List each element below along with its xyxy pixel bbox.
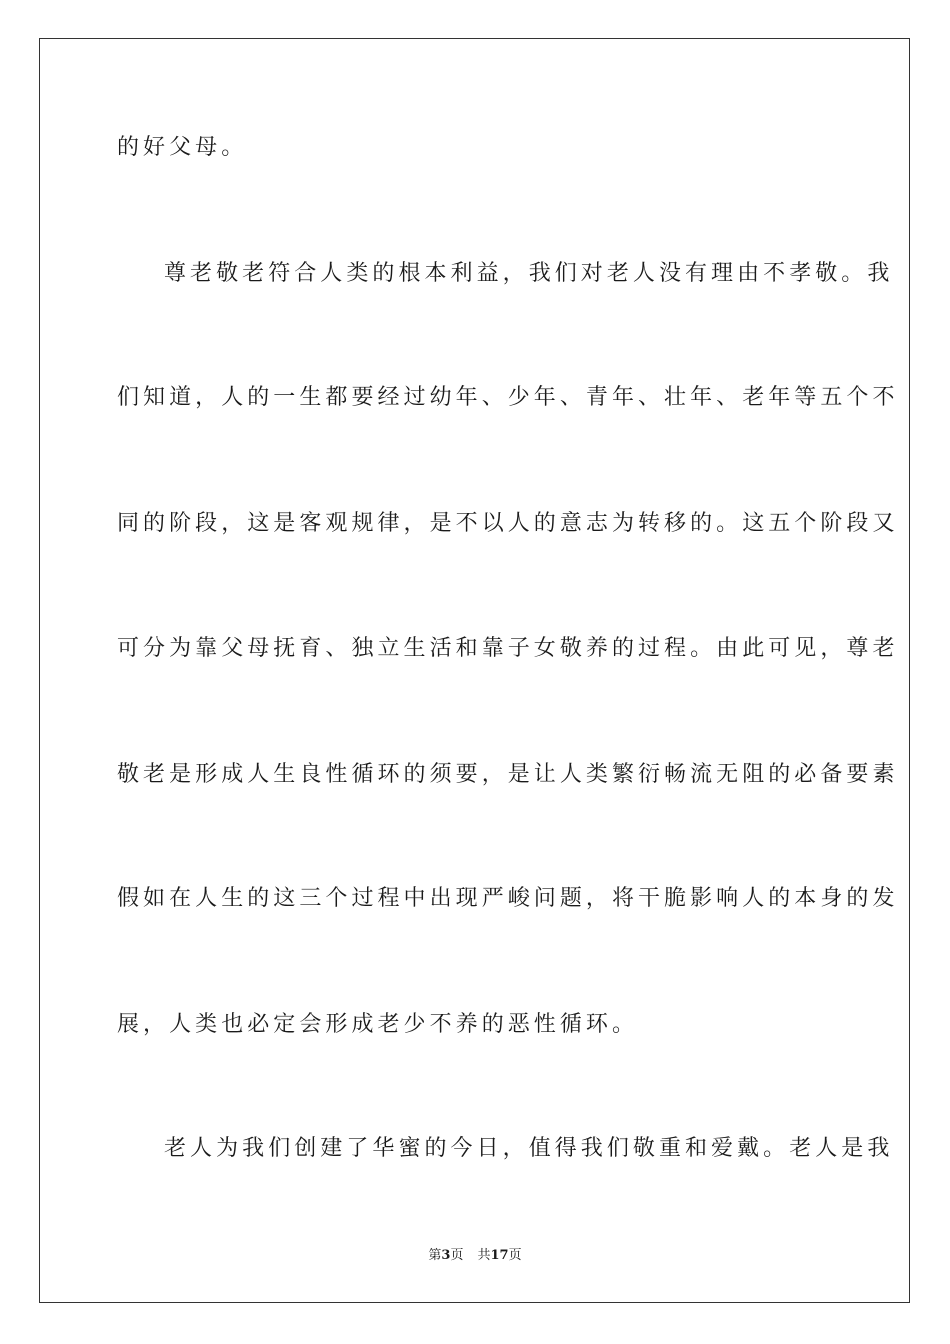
page-border bbox=[39, 38, 910, 1303]
text-line: 假如在人生的这三个过程中出现严峻问题，将干脆影响人的本身的发 bbox=[117, 886, 899, 911]
paragraph-start-line: 老人为我们创建了华蜜的今日，值得我们敬重和爱戴。老人是我 bbox=[164, 1136, 894, 1161]
text-line: 同的阶段，这是客观规律，是不以人的意志为转移的。这五个阶段又 bbox=[117, 511, 899, 536]
current-page-number: 3 bbox=[441, 1248, 451, 1263]
total-label-prefix: 共 bbox=[477, 1248, 491, 1263]
text-line: 可分为靠父母抚育、独立生活和靠子女敬养的过程。由此可见，尊老 bbox=[117, 636, 899, 661]
page-label-prefix: 第 bbox=[428, 1248, 442, 1263]
text-line: 的好父母。 bbox=[117, 135, 248, 160]
text-line: 展，人类也必定会形成老少不养的恶性循环。 bbox=[117, 1012, 639, 1037]
total-pages-number: 17 bbox=[490, 1248, 509, 1263]
paragraph-start-line: 尊老敬老符合人类的根本利益，我们对老人没有理由不孝敬。我 bbox=[164, 261, 894, 286]
text-line: 敬老是形成人生良性循环的须要，是让人类繁衍畅流无阻的必备要素 bbox=[117, 762, 899, 787]
page-label-suffix: 页 bbox=[450, 1248, 464, 1263]
total-label-suffix: 页 bbox=[508, 1248, 522, 1263]
page-footer bbox=[0, 1247, 950, 1265]
text-line: 们知道，人的一生都要经过幼年、少年、青年、壮年、老年等五个不 bbox=[117, 385, 899, 410]
